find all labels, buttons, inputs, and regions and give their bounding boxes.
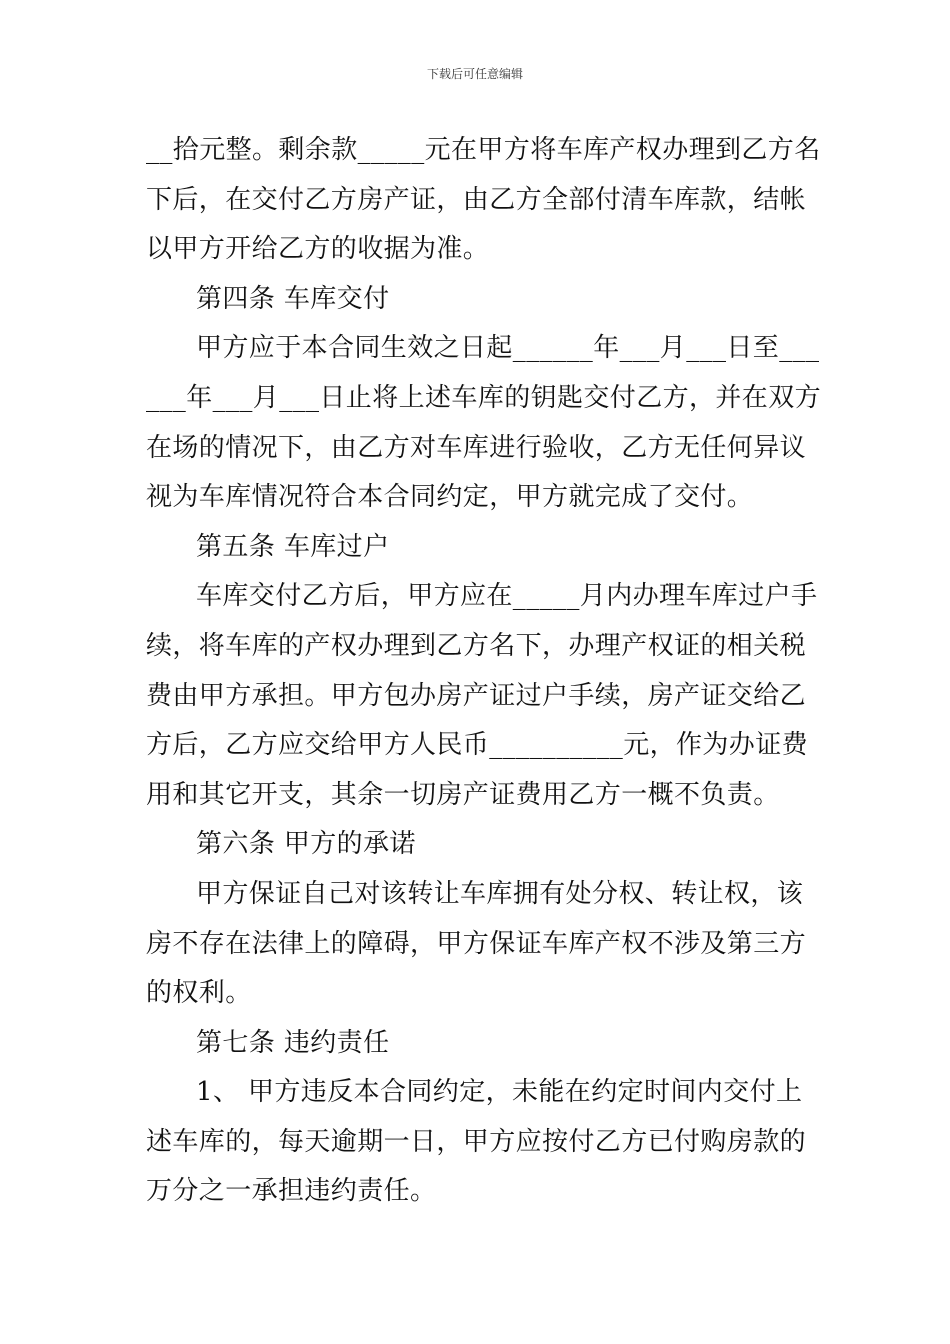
document-body <box>146 126 822 1217</box>
body-line: 的权利。 <box>146 978 252 1009</box>
body-line: 1、 甲方违反本合同约定，未能在约定时间内交付上 <box>196 1077 803 1108</box>
body-line: __拾元整。剩余款_____元在甲方将车库产权办理到乙方名 <box>146 135 821 165</box>
body-line: 甲方保证自己对该转让车库拥有处分权、转让权，该 <box>196 878 804 909</box>
body-line: 以甲方开给乙方的收据为准。 <box>146 234 490 265</box>
body-line: 方后，乙方应交给甲方人民币__________元，作为办证费 <box>146 730 809 761</box>
body-line: ___年___月___日止将上述车库的钥匙交付乙方，并在双方 <box>146 382 822 413</box>
body-line: 车库交付乙方后，甲方应在_____月内办理车库过户手 <box>196 581 818 612</box>
body-line: 在场的情况下，由乙方对车库进行验收，乙方无任何异议 <box>146 432 807 463</box>
page-header: 下载后可任意编辑 <box>426 67 523 81</box>
body-line: 述车库的，每天逾期一日，甲方应按付乙方已付购房款的 <box>146 1126 807 1157</box>
section-heading-article-7: 第七条 违约责任 <box>196 1027 390 1058</box>
body-line: 房不存在法律上的障碍，甲方保证车库产权不涉及第三方 <box>146 928 807 959</box>
body-line: 下后，在交付乙方房产证，由乙方全部付清车库款，结帐 <box>146 184 807 215</box>
section-heading-article-5: 第五条 车库过户 <box>196 531 390 562</box>
section-heading-article-6: 第六条 甲方的承诺 <box>196 829 416 860</box>
section-heading-article-4: 第四条 车库交付 <box>196 283 390 314</box>
body-line: 用和其它开支，其余一切房产证费用乙方一概不负责。 <box>146 779 780 810</box>
body-line: 视为车库情况符合本合同约定，甲方就完成了交付。 <box>146 482 754 513</box>
body-line: 续，将车库的产权办理到乙方名下，办理产权证的相关税 <box>146 630 807 661</box>
body-line: 费由甲方承担。甲方包办房产证过户手续，房产证交给乙 <box>146 680 807 711</box>
body-line: 甲方应于本合同生效之日起______年___月___日至___ <box>196 333 820 364</box>
body-line: 万分之一承担违约责任。 <box>146 1176 437 1207</box>
